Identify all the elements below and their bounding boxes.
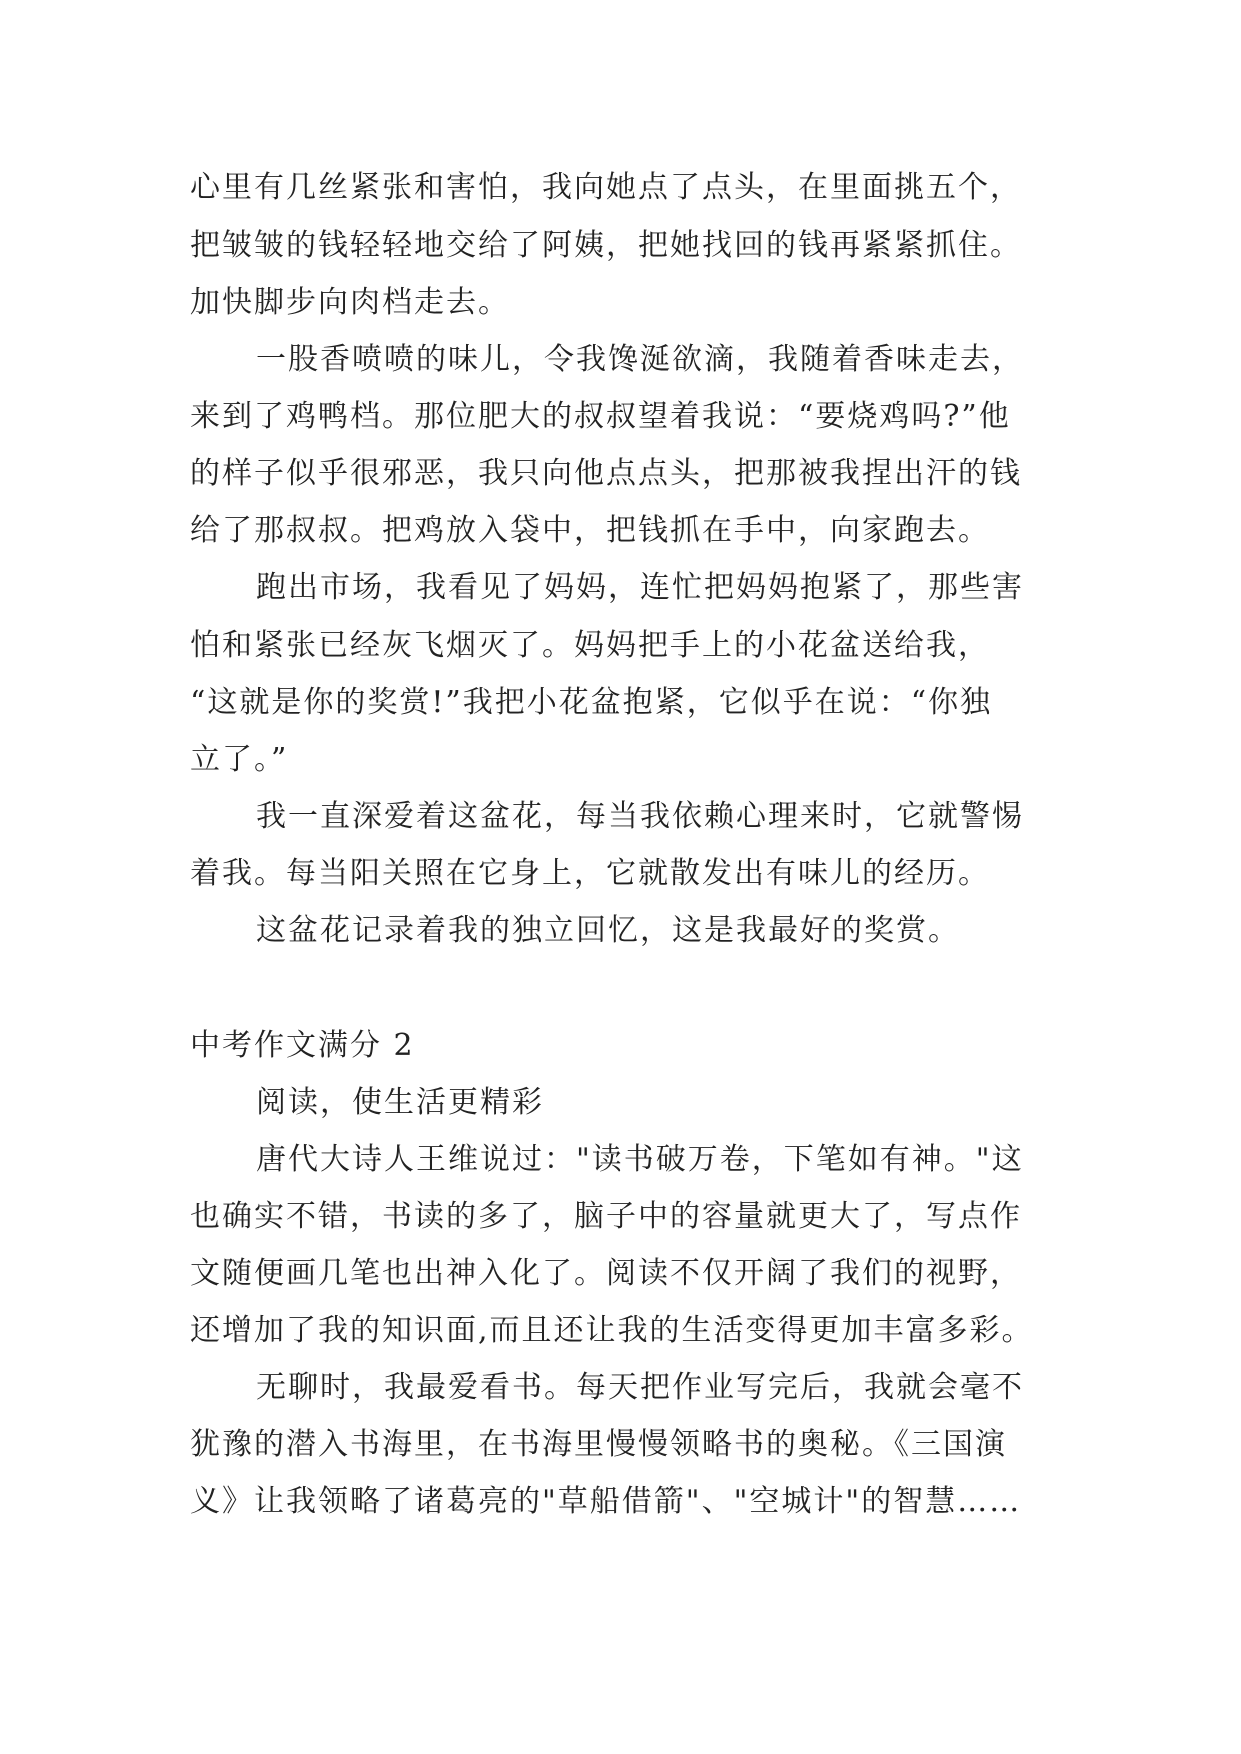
paragraph-line: 给了那叔叔。把鸡放入袋中，把钱抓在手中，向家跑去。 (190, 513, 990, 548)
paragraph-line: 文随便画几笔也出神入化了。阅读不仅开阔了我们的视野， (190, 1256, 1022, 1291)
paragraph-line: 心里有几丝紧张和害怕，我向她点了点头，在里面挑五个， (190, 170, 1022, 205)
paragraph-line: 把皱皱的钱轻轻地交给了阿姨，把她找回的钱再紧紧抓住。 (190, 228, 1022, 263)
paragraph-line: 唐代大诗人王维说过："读书破万卷，下笔如有神。"这 (256, 1142, 1024, 1177)
paragraph-line: 这盆花记录着我的独立回忆，这是我最好的奖赏。 (256, 913, 960, 948)
paragraph-line: 也确实不错，书读的多了，脑子中的容量就更大了，写点作 (190, 1199, 1022, 1234)
paragraph-line: 我一直深爱着这盆花，每当我依赖心理来时，它就警惕 (256, 799, 1024, 834)
paragraph-line: 跑出市场，我看见了妈妈，连忙把妈妈抱紧了，那些害 (256, 570, 1024, 605)
paragraph-line: “这就是你的奖赏!”我把小花盆抱紧，它似乎在说：“你独 (190, 685, 993, 720)
section-heading: 中考作文满分 2 (190, 1028, 415, 1063)
essay-title: 阅读，使生活更精彩 (256, 1085, 544, 1120)
paragraph-line: 还增加了我的知识面,而且还让我的生活变得更加丰富多彩。 (190, 1313, 1034, 1348)
paragraph-line: 一股香喷喷的味儿，令我馋涎欲滴，我随着香味走去， (256, 342, 1024, 377)
paragraph-line: 立了。” (190, 742, 289, 777)
paragraph-line: 义》让我领略了诸葛亮的"草船借箭"、"空城计"的智慧…… (190, 1484, 1022, 1519)
paragraph-line: 着我。每当阳关照在它身上，它就散发出有味儿的经历。 (190, 856, 990, 891)
paragraph-line: 来到了鸡鸭档。那位肥大的叔叔望着我说：“要烧鸡吗?”他 (190, 399, 1011, 434)
paragraph-line: 加快脚步向肉档走去。 (190, 285, 510, 320)
paragraph-line: 犹豫的潜入书海里，在书海里慢慢领略书的奥秘。《三国演 (190, 1427, 1007, 1462)
paragraph-line: 无聊时，我最爱看书。每天把作业写完后，我就会毫不 (256, 1370, 1024, 1405)
paragraph-line: 的样子似乎很邪恶，我只向他点点头，把那被我捏出汗的钱 (190, 456, 1022, 491)
paragraph-line: 怕和紧张已经灰飞烟灭了。妈妈把手上的小花盆送给我， (190, 628, 990, 663)
